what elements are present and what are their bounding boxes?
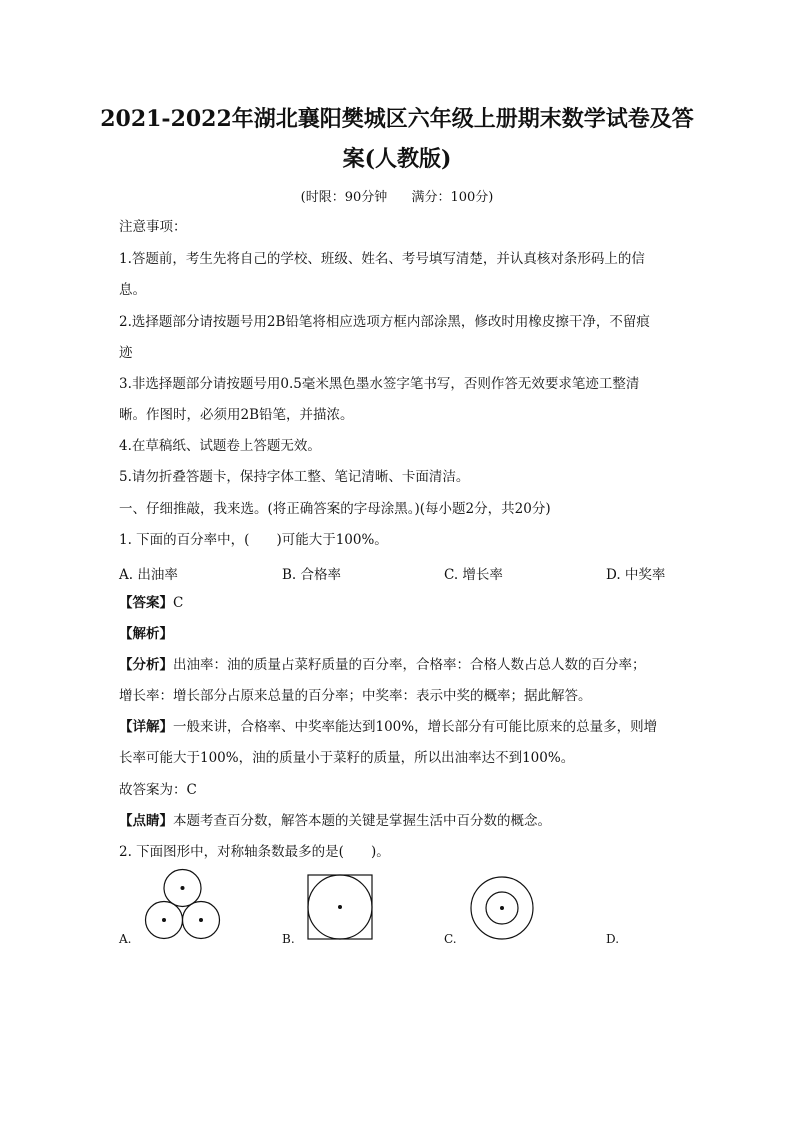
answer-value: C: [173, 595, 184, 611]
note-1b: 息。: [119, 282, 146, 298]
figure-circle-in-square: [307, 874, 373, 940]
q2-option-d: D.: [606, 932, 620, 946]
note-3a: 3.非选择题部分请按题号用0.5毫米黑色墨水签字笔书写，否则作答无效要求笔迹工整清: [119, 376, 640, 392]
figure-three-circles: [140, 864, 225, 944]
doc-title-line1: 2021-2022年湖北襄阳樊城区六年级上册期末数学试卷及答: [100, 106, 694, 132]
note-5: 5.请勿折叠答题卡，保持字体工整、笔记清晰、卡面清洁。: [119, 469, 470, 485]
doc-title-line2: 案(人教版): [342, 146, 452, 172]
q1-option-d: D. 中奖率: [606, 567, 666, 583]
q2-stem: 2. 下面图形中，对称轴条数最多的是( )。: [119, 844, 390, 860]
q1-fenxi-b: 增长率：增长部分占原来总量的百分率；中奖率：表示中奖的概率；据此解答。: [119, 688, 592, 704]
q1-option-a: A. 出油率: [119, 567, 178, 583]
time-limit: (时限：90分钟: [300, 190, 388, 205]
q1-option-c: C. 增长率: [444, 567, 503, 583]
q1-dianjing: [119, 812, 551, 830]
note-1a: 1.答题前，考生先将自己的学校、班级、姓名、考号填写清楚，并认真核对条形码上的信: [119, 251, 645, 267]
note-3b: 晰。作图时，必须用2B铅笔，并描浓。: [119, 407, 354, 423]
notes-heading: 注意事项：: [119, 219, 187, 235]
note-2a: 2.选择题部分请按题号用2B铅笔将相应选项方框内部涂黑，修改时用橡皮擦干净，不留痕: [119, 314, 650, 330]
xiangjie-text-a: 一般来讲，合格率、中奖率能达到100%，增长部分有可能比原来的总量多，则增: [173, 719, 658, 735]
full-score: 满分：100分): [411, 190, 494, 205]
q1-answer: [119, 594, 183, 612]
section-1-heading: 一、仔细推敲，我来选。(将正确答案的字母涂黑。)(每小题2分，共20分): [119, 501, 551, 517]
fenxi-tag: 【分析】: [119, 657, 173, 673]
jiexi-tag: 【解析】: [119, 626, 173, 642]
dianjing-tag: 【点睛】: [119, 813, 173, 829]
answer-tag: 【答案】: [119, 595, 173, 611]
figure-concentric-circles: [470, 876, 534, 940]
dianjing-text: 本题考查百分数，解答本题的关键是掌握生活中百分数的概念。: [173, 813, 551, 829]
q2-option-a: A.: [119, 932, 132, 946]
q1-jiexi: [119, 625, 173, 643]
note-2b: 迹: [119, 345, 133, 361]
q1-fenxi-a: [119, 656, 646, 674]
note-4: 4.在草稿纸、试题卷上答题无效。: [119, 438, 321, 454]
xiangjie-tag: 【详解】: [119, 719, 173, 735]
q1-xiangjie-a: [119, 718, 657, 736]
q2-option-b: B.: [282, 932, 295, 946]
q1-stem: 1. 下面的百分率中，( )可能大于100%。: [119, 532, 388, 548]
q1-conclusion: 故答案为：C: [119, 782, 197, 798]
q1-option-b: B. 合格率: [282, 567, 342, 583]
exam-info: [0, 186, 794, 205]
q2-option-c: C.: [444, 932, 457, 946]
q1-xiangjie-b: 长率可能大于100%，油的质量小于菜籽的质量，所以出油率达不到100%。: [119, 750, 575, 766]
fenxi-text-a: 出油率：油的质量占菜籽质量的百分率，合格率：合格人数占总人数的百分率；: [173, 657, 646, 673]
